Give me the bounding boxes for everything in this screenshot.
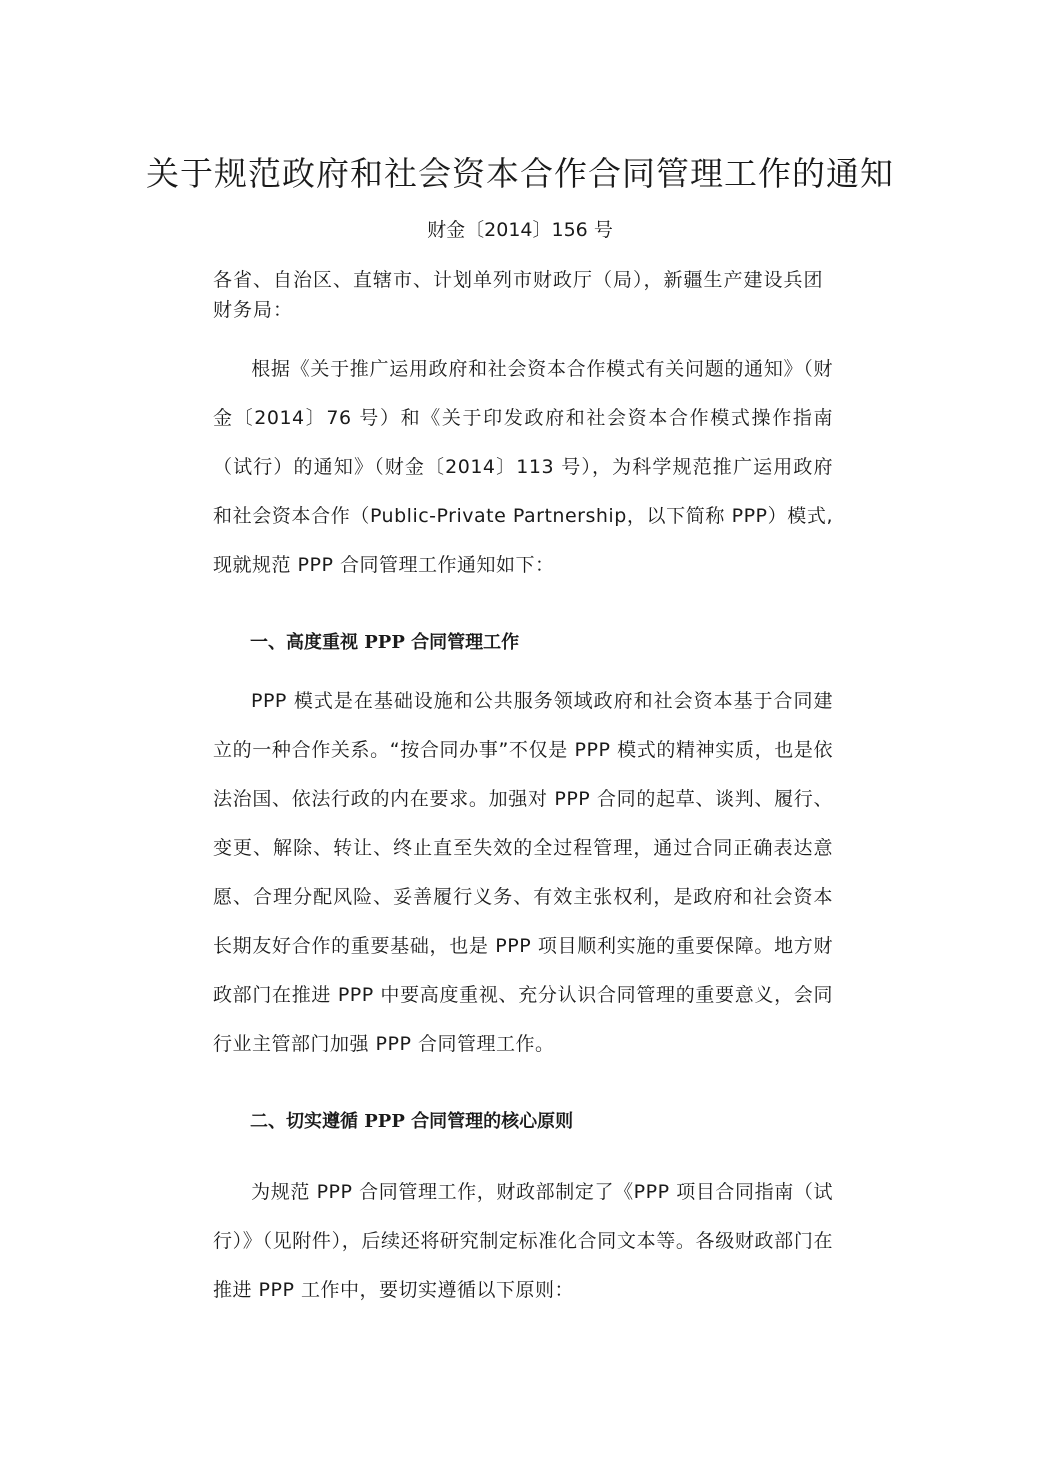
section-2-paragraph xyxy=(213,1168,833,1315)
document-title: 关于规范政府和社会资本合作合同管理工作的通知 xyxy=(146,154,894,193)
section-1-text: PPP 模式是在基础设施和公共服务领域政府和社会资本基于合同建立的一种合作关系。“按合同办事”不仅是 PPP 模式的精神实质，也是依法治国、依法行政的内在要求。加强对 PPP 合同的起草、谈判、履行、变更、解除、转让、终止直至失效的全过程管理，通过合同正确表达意愿、合理分配风险、妥善履行义务、有效主张权利，是政府和社会资本长期友好合作的重要基础，也是 PPP 项目顺利实施的重要保障。地方财政部门在推进 PPP 中要高度重视、充分认识合同管理的重要意义，会同行业主管部门加强 PPP 合同管理工作。 xyxy=(213,690,833,1055)
intro-text: 根据《关于推广运用政府和社会资本合作模式有关问题的通知》（财金〔2014〕76 号）和《关于印发政府和社会资本合作模式操作指南（试行）的通知》（财金〔2014〕113 号），为科学规范推广运用政府和社会资本合作（Public-Private Partnership，以下简称 PPP）模式,现就规范 PPP 合同管理工作通知如下： xyxy=(213,358,833,576)
document-number: 财金〔2014〕156 号 xyxy=(427,219,613,241)
addressee: 各省、自治区、直辖市、计划单列市财政厅（局），新疆生产建设兵团财务局： xyxy=(213,269,824,321)
section-1-heading: 一、高度重视 PPP 合同管理工作 xyxy=(250,632,520,653)
section-2-text: 为规范 PPP 合同管理工作，财政部制定了《PPP 项目合同指南（试行）》（见附件），后续还将研究制定标准化合同文本等。各级财政部门在推进 PPP 工作中，要切实遵循以下原则： xyxy=(213,1181,833,1301)
section-1-paragraph xyxy=(213,677,833,1069)
section-2-heading: 二、切实遵循 PPP 合同管理的核心原则 xyxy=(250,1111,574,1132)
intro-paragraph xyxy=(213,345,833,590)
